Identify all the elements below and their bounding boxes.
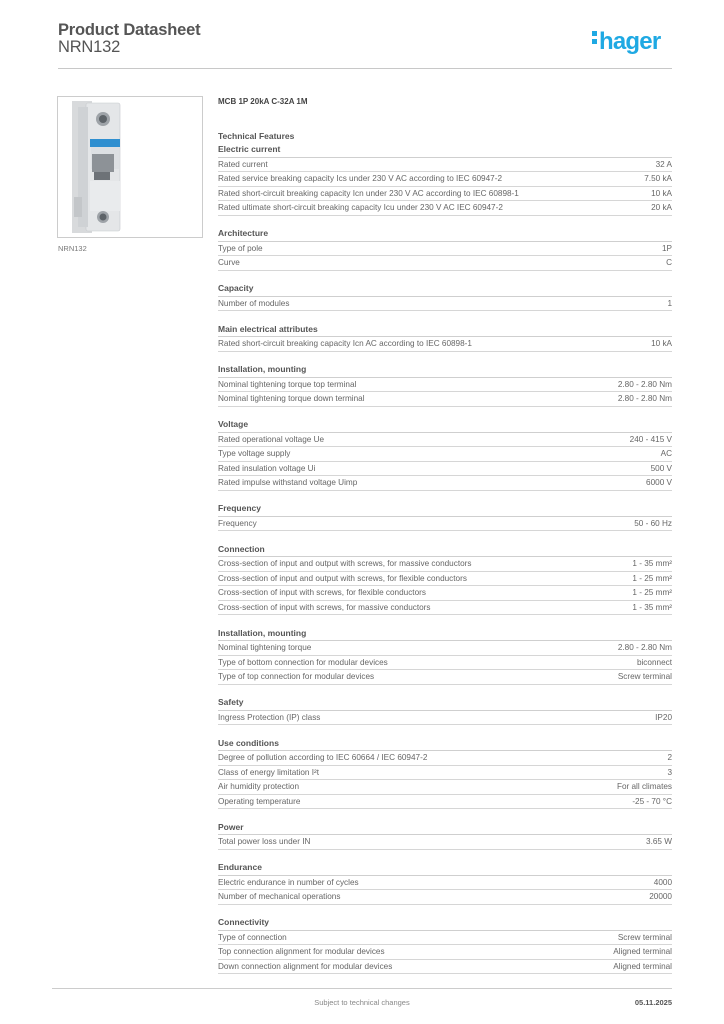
feature-section: [218, 227, 672, 271]
feature-label: Cross-section of input with screws, for flexible conductors: [218, 588, 426, 597]
feature-label: Rated service breaking capacity Ics under 230 V AC according to IEC 60947-2: [218, 174, 502, 183]
feature-label: Top connection alignment for modular devices: [218, 947, 385, 956]
feature-value: 1P: [661, 243, 672, 253]
section-title: Endurance: [218, 861, 672, 876]
section-title: Power: [218, 821, 672, 836]
feature-row: [218, 835, 672, 850]
feature-row: [218, 890, 672, 905]
circuit-breaker-image: [58, 97, 202, 237]
feature-label: Cross-section of input and output with screws, for massive conductors: [218, 559, 472, 568]
feature-value: 6000 V: [646, 478, 672, 487]
feature-row: [218, 187, 672, 202]
feature-section: [218, 418, 672, 491]
feature-section: [218, 627, 672, 685]
feature-label: Rated impulse withstand voltage Uimp: [218, 478, 358, 487]
feature-value: 1: [667, 298, 672, 308]
feature-label: Rated insulation voltage Ui: [218, 463, 316, 473]
section-title: Connectivity: [218, 916, 672, 931]
feature-label: Frequency: [218, 518, 257, 528]
feature-label: Number of modules: [218, 298, 290, 308]
feature-section: [218, 282, 672, 311]
feature-row: [218, 158, 672, 173]
section-title: Architecture: [218, 227, 672, 242]
feature-row: [218, 172, 672, 187]
feature-section: [218, 543, 672, 616]
feature-value: 10 kA: [651, 188, 672, 198]
feature-label: Rated operational voltage Ue: [218, 434, 325, 444]
feature-label: Type of connection: [218, 932, 287, 942]
feature-label: Class of energy limitation I²t: [218, 767, 320, 777]
feature-label: Type voltage supply: [218, 449, 291, 458]
feature-row: [218, 392, 672, 407]
section-title: Electric current: [218, 143, 672, 158]
technical-features-heading: Technical Features: [218, 131, 295, 141]
feature-value: 50 - 60 Hz: [634, 518, 672, 528]
feature-row: [218, 766, 672, 781]
feature-row: [218, 931, 672, 946]
feature-row: [218, 476, 672, 491]
feature-value: 2: [667, 753, 672, 762]
feature-section: [218, 502, 672, 531]
feature-label: Ingress Protection (IP) class: [218, 712, 321, 722]
feature-value: For all climates: [616, 782, 672, 791]
feature-value: Aligned terminal: [613, 961, 672, 971]
footer-divider: [52, 988, 672, 989]
feature-label: Number of mechanical operations: [218, 892, 341, 901]
feature-value: 240 - 415 V: [629, 434, 672, 444]
feature-value: 1 - 25 mm²: [632, 588, 672, 597]
feature-label: Electric endurance in number of cycles: [218, 877, 359, 887]
header-divider: [58, 68, 672, 69]
feature-value: biconnect: [636, 657, 672, 667]
section-title: Installation, mounting: [218, 627, 672, 642]
feature-row: [218, 462, 672, 477]
section-title: Use conditions: [218, 737, 672, 752]
feature-value: 3: [667, 767, 672, 777]
feature-value: IP20: [655, 712, 672, 722]
section-title: Installation, mounting: [218, 363, 672, 378]
footer-note: Subject to technical changes: [314, 998, 410, 1007]
feature-label: Rated current: [218, 159, 268, 169]
feature-value: Screw terminal: [617, 932, 672, 942]
feature-row: [218, 517, 672, 532]
feature-label: Type of bottom connection for modular devices: [218, 657, 388, 667]
section-title: Capacity: [218, 282, 672, 297]
feature-label: Total power loss under IN: [218, 837, 311, 846]
feature-row: [218, 960, 672, 975]
feature-value: 1 - 35 mm²: [632, 602, 672, 612]
feature-row: [218, 572, 672, 587]
feature-value: C: [666, 258, 672, 267]
feature-row: [218, 641, 672, 656]
feature-row: [218, 656, 672, 671]
feature-value: 10 kA: [651, 339, 672, 348]
feature-section: [218, 696, 672, 725]
feature-sections: [218, 143, 672, 974]
feature-value: 2.80 - 2.80 Nm: [617, 394, 672, 403]
feature-row: [218, 601, 672, 616]
feature-value: 32 A: [655, 159, 672, 169]
feature-row: [218, 201, 672, 216]
logo-text: hager: [599, 28, 661, 55]
product-image-caption: NRN132: [58, 244, 87, 253]
feature-section: [218, 143, 672, 216]
feature-section: [218, 323, 672, 352]
feature-value: 500 V: [650, 463, 672, 473]
feature-label: Down connection alignment for modular devices: [218, 961, 393, 971]
feature-label: Rated ultimate short-circuit breaking capacity Icu under 230 V AC IEC 60947-2: [218, 203, 503, 212]
feature-row: [218, 751, 672, 766]
feature-value: AC: [660, 449, 672, 458]
feature-value: 2.80 - 2.80 Nm: [617, 643, 672, 652]
product-image: [57, 96, 203, 238]
feature-row: [218, 711, 672, 726]
feature-label: Nominal tightening torque top terminal: [218, 379, 357, 389]
feature-section: [218, 916, 672, 974]
feature-row: [218, 433, 672, 448]
feature-value: 1 - 25 mm²: [632, 573, 672, 583]
feature-row: [218, 297, 672, 312]
section-title: Main electrical attributes: [218, 323, 672, 338]
feature-value: 20000: [649, 892, 672, 901]
feature-section: [218, 737, 672, 810]
product-name: MCB 1P 20kA C-32A 1M: [218, 97, 308, 106]
feature-section: [218, 363, 672, 407]
feature-label: Type of top connection for modular devices: [218, 672, 375, 681]
feature-row: [218, 876, 672, 891]
feature-row: [218, 378, 672, 393]
feature-row: [218, 447, 672, 462]
feature-label: Nominal tightening torque down terminal: [218, 394, 365, 403]
feature-value: Screw terminal: [617, 672, 672, 681]
feature-row: [218, 557, 672, 572]
datasheet-content: [218, 95, 672, 974]
feature-row: [218, 242, 672, 257]
feature-label: Rated short-circuit breaking capacity Icn under 230 V AC according to IEC 60898-1: [218, 188, 519, 198]
product-code: NRN132: [58, 38, 121, 56]
feature-label: Air humidity protection: [218, 782, 299, 791]
feature-label: Curve: [218, 258, 240, 267]
feature-row: [218, 586, 672, 601]
feature-value: 3.65 W: [646, 837, 672, 846]
feature-row: [218, 337, 672, 352]
page-title: Product Datasheet: [58, 21, 201, 39]
section-title: Connection: [218, 543, 672, 558]
feature-section: [218, 821, 672, 850]
feature-row: [218, 670, 672, 685]
feature-label: Cross-section of input and output with screws, for flexible conductors: [218, 573, 467, 583]
section-title: Safety: [218, 696, 672, 711]
feature-label: Rated short-circuit breaking capacity Icn AC according to IEC 60898-1: [218, 339, 472, 348]
feature-label: Cross-section of input with screws, for massive conductors: [218, 602, 431, 612]
feature-label: Degree of pollution according to IEC 60664 / IEC 60947-2: [218, 753, 428, 762]
hager-logo: [592, 28, 660, 56]
feature-value: -25 - 70 °C: [632, 796, 672, 806]
feature-section: [218, 861, 672, 905]
section-title: Frequency: [218, 502, 672, 517]
feature-value: 4000: [653, 877, 672, 887]
feature-value: 20 kA: [651, 203, 672, 212]
feature-row: [218, 256, 672, 271]
feature-row: [218, 795, 672, 810]
feature-row: [218, 780, 672, 795]
feature-value: 7.50 kA: [644, 174, 672, 183]
feature-value: 2.80 - 2.80 Nm: [617, 379, 672, 389]
feature-row: [218, 945, 672, 960]
feature-value: 1 - 35 mm²: [632, 559, 672, 568]
feature-value: Aligned terminal: [613, 947, 672, 956]
footer-date: 05.11.2025: [634, 998, 672, 1007]
feature-label: Operating temperature: [218, 796, 301, 806]
section-title: Voltage: [218, 418, 672, 433]
feature-label: Nominal tightening torque: [218, 643, 312, 652]
feature-label: Type of pole: [218, 243, 263, 253]
logo-colon-icon: [592, 28, 597, 47]
